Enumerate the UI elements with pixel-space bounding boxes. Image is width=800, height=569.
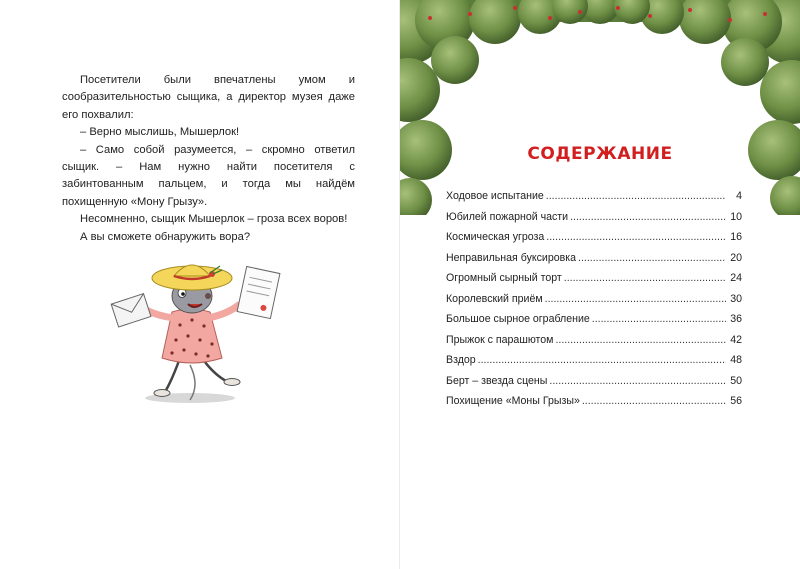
toc-leader-dots [546,231,726,243]
right-page [400,0,800,569]
toc-entry-title: Королевский приём [446,292,543,305]
toc-entry-page: 50 [730,374,742,387]
toc-entry [446,272,742,293]
toc-entry [446,293,742,314]
toc-entry-page: 4 [736,190,742,202]
contents-heading: СОДЕРЖАНИЕ [527,144,673,164]
toc-entry-page: 42 [730,333,742,346]
toc-entry-title: Ходовое испытание [446,190,544,202]
toc-entry-title: Большое сырное ограбление [446,313,590,325]
toc-entry [446,313,742,334]
toc-leader-dots [549,375,726,387]
toc-entry [446,334,742,355]
toc-leader-dots [592,313,726,325]
toc-entry-page: 30 [730,292,742,305]
toc-entry-page: 16 [730,231,742,243]
toc-entry-title: Огромный сырный торт [446,272,562,284]
mouse-with-letters-illustration [110,240,310,410]
tree-canopy-illustration [400,0,800,215]
toc-entry-page: 24 [730,272,742,284]
toc-entry [446,354,742,375]
toc-leader-dots [546,190,726,202]
toc-entry-page: 36 [730,313,742,325]
story-paragraph: Несомненно, сыщик Мышерлок – гроза всех воров! [80,213,348,226]
toc-entry [446,375,742,396]
toc-entry [446,231,742,252]
toc-entry-page: 48 [730,354,742,366]
toc-leader-dots [478,354,726,366]
toc-entry-title: Берт – звезда сцены [446,374,548,387]
toc-leader-dots [582,395,726,407]
toc-entry-page: 10 [730,210,742,223]
toc-entry [446,211,742,232]
toc-leader-dots [564,272,726,284]
toc-entry-title: Прыжок с парашютом [446,333,554,346]
toc-entry [446,190,742,211]
story-text [62,72,355,246]
toc-entry-page: 56 [730,395,742,407]
story-paragraph: – Верно мыслишь, Мышерлок! [80,126,240,139]
toc-leader-dots [555,334,726,346]
toc-entry-title: Юбилей пожарной части [446,210,569,223]
table-of-contents [446,190,742,416]
toc-entry-page: 20 [730,251,742,264]
toc-leader-dots [578,252,726,264]
toc-entry [446,395,742,416]
toc-entry-title: Неправильная буксировка [446,251,577,264]
story-paragraph: Посетители были впечатлены умом и сообразительностью сыщика, а директор музея даже его похвалил: [62,74,355,121]
story-paragraph: – Само собой разумеется, – скромно ответил сыщик. – Нам нужно найти посетителя с забинтованным пальцем, и тогда мы найдём похищенную «Мону Грызу». [62,143,355,208]
toc-entry-title: Вздор [446,354,476,366]
toc-leader-dots [570,211,726,223]
toc-entry [446,252,742,273]
story-paragraph: А вы сможете обнаружить вора? [80,230,251,243]
toc-entry-title: Космическая угроза [446,231,545,243]
toc-leader-dots [545,293,726,305]
toc-entry-title: Похищение «Моны Грызы» [446,395,580,407]
